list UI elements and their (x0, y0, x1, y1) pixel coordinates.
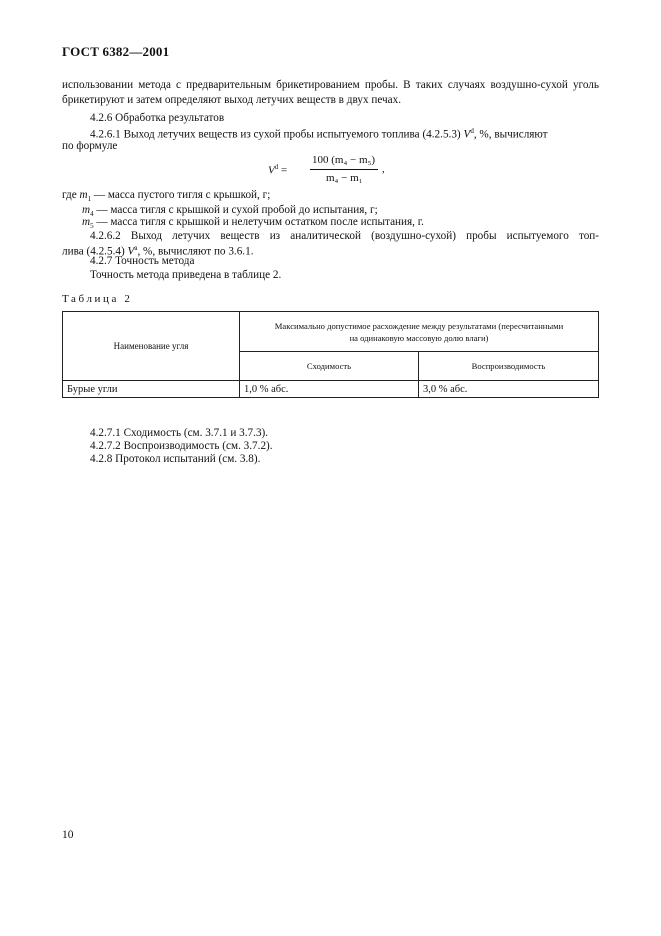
section-4-2-6-2-line-1: 4.2.6.2 Выход летучих веществ из аналитической (воздушно-сухой) пробы испытуемого топ- (90, 230, 599, 242)
header-reproducibility: Воспроизводимость (419, 352, 599, 381)
section-4-2-8: 4.2.8 Протокол испытаний (см. 3.8). (90, 453, 261, 465)
cell-reproducibility: 3,0 % абс. (419, 381, 599, 398)
formula-denominator: m₄ − m₁ (326, 172, 363, 184)
formula-symbol: V (268, 164, 275, 177)
formula-superscript: d (274, 163, 279, 171)
text: , %, вычисляют (473, 128, 548, 141)
cell-convergence: 1,0 % абс. (240, 381, 419, 398)
formula-lhs (268, 163, 287, 177)
definition-text: — масса тигля с крышкой и сухой пробой до испытания, г; (93, 204, 378, 216)
formula-numerator: 100 (m₄ − m₅) (312, 154, 376, 166)
page-number: 10 (62, 829, 74, 841)
document-header: ГОСТ 6382—2001 (62, 44, 170, 59)
superscript: d (470, 127, 474, 135)
definition-symbol: m (79, 189, 88, 201)
definition-symbol: m (82, 204, 91, 216)
header-max-discrepancy (240, 312, 599, 352)
header-coal-name: Наименование угля (63, 312, 240, 381)
section-4-2-6-heading: 4.2.6 Обработка результатов (90, 112, 225, 124)
section-4-2-7-2: 4.2.7.2 Воспроизводимость (см. 3.7.2). (90, 440, 273, 452)
table-row (63, 381, 599, 398)
section-4-2-7-1: 4.2.7.1 Сходимость (см. 3.7.1 и 3.7.3). (90, 427, 269, 439)
definition-subscript: 4 (90, 210, 94, 219)
intro-line-2: брикетируют и затем определяют выход летучих веществ в двух печах. (62, 94, 401, 106)
symbol: V (463, 128, 471, 141)
cell-coal-name: Бурые угли (63, 381, 240, 398)
definition-text: — масса тигля с крышкой и нелетучим остатком после испытания, г. (93, 216, 424, 228)
symbol: V (127, 245, 135, 258)
intro-line-1: использовании метода с предварительным брикетированием пробы. В таких случаях воздушно-сухой уголь (62, 79, 599, 91)
definition-text: — масса пустого тигля с крышкой, г; (91, 189, 271, 201)
section-4-2-7-text: Точность метода приведена в таблице 2. (90, 269, 282, 281)
header-convergence: Сходимость (240, 352, 419, 381)
text: , %, вычисляют по 3.6.1. (137, 245, 254, 258)
definition-subscript: 1 (87, 195, 92, 204)
header-line: Максимально допустимое расхождение между результатами (пересчитанными (274, 320, 564, 331)
formula-comma: , (382, 163, 385, 175)
definition-subscript: 5 (90, 222, 94, 231)
text: 4.2.6.1 Выход летучих веществ из сухой пробы испытуемого топлива (4.2.5.3) (90, 128, 464, 141)
formula-equals: = (278, 164, 288, 177)
section-4-2-7-heading: 4.2.7 Точность метода (90, 255, 195, 267)
precision-table (62, 311, 599, 398)
volatile-matter-formula (268, 153, 408, 189)
definition-symbol: m (82, 216, 91, 228)
section-4-2-6-1-line-2: по формуле (62, 140, 118, 152)
table-caption: Таблица 2 (62, 293, 133, 305)
superscript: a (134, 244, 138, 252)
fraction-bar (310, 169, 378, 170)
definition-prefix: где (62, 189, 80, 201)
text: лива (4.2.5.4) (62, 245, 128, 258)
header-line: на одинаковую массовую долю влаги) (349, 332, 489, 343)
